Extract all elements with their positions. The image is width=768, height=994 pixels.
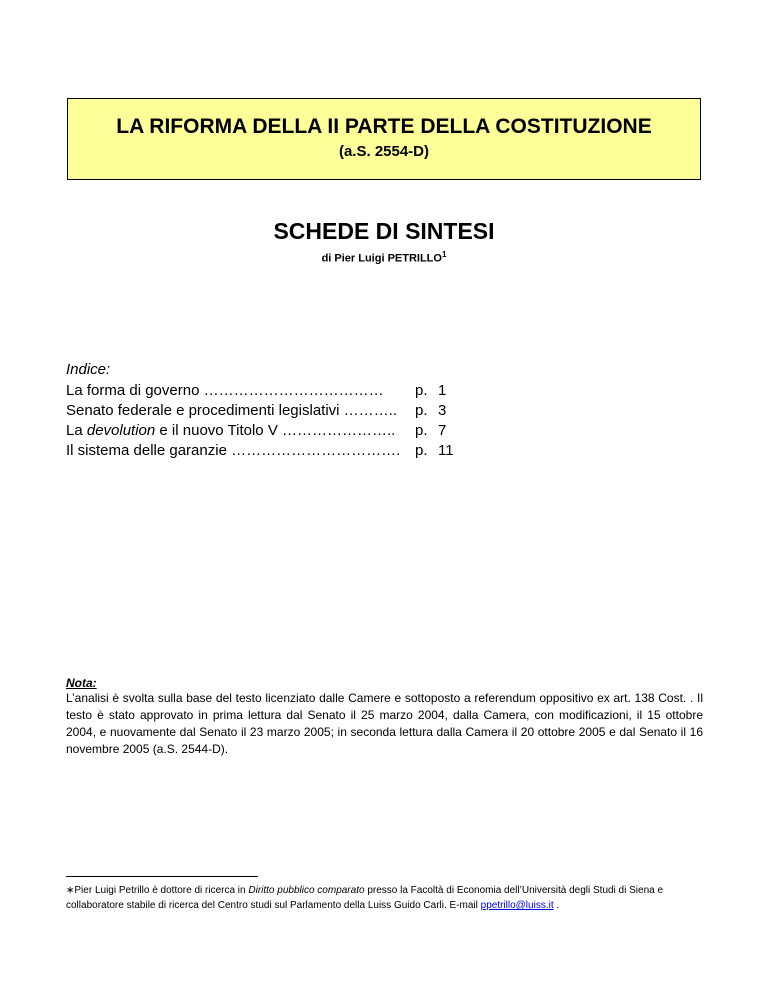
- author-byline: [0, 250, 768, 265]
- toc-page-number: 11: [438, 442, 454, 459]
- footnote: ∗Pier Luigi Petrillo è dottore di ricerca in Diritto pubblico comparato presso la Facoltà di Economia dell’Università degli Studi di Siena e collaboratore stabile di ricerca del Centro studi sul Parlamento della Luiss Guido Carli. E-mail ppetrillo@luiss.it .: [66, 885, 664, 911]
- index-label: Indice:: [66, 361, 111, 378]
- title-box: [67, 98, 701, 180]
- toc-entry[interactable]: [66, 421, 486, 441]
- footnote-divider: [66, 876, 258, 877]
- document-title: LA RIFORMA DELLA II PARTE DELLA COSTITUZIONE: [116, 115, 652, 138]
- toc-entry[interactable]: [66, 381, 486, 401]
- note-label: Nota:: [66, 676, 97, 690]
- document-subtitle: (a.S. 2554-D): [338, 143, 430, 160]
- note-text: L’analisi è svolta sulla base del testo licenziato dalle Camere e sottoposto a referendum oppositivo ex art. 138 Cost. . Il testo è stato approvato in prima lettura dal Senato il 25 marzo 2004, dalla Camera, con modificazioni, il 15 ottobre 2004, e nuovamente dal Senato il 23 marzo 2005; in seconda lettura dalla Camera il 20 ottobre 2005 e dal Senato il 16 novembre 2005 (a.S. 2544-D).: [66, 691, 703, 756]
- table-of-contents: [66, 381, 486, 461]
- toc-page-number: 7: [438, 422, 447, 439]
- author-name: di Pier Luigi PETRILLO: [321, 252, 442, 265]
- toc-page-prefix: p.: [415, 442, 428, 459]
- toc-entry-text: Il sistema delle garanzie …………………………….: [66, 442, 401, 459]
- toc-page-prefix: p.: [415, 422, 428, 439]
- toc-entry-text: Senato federale e procedimenti legislativi ………..: [66, 402, 397, 419]
- toc-page-prefix: p.: [415, 402, 428, 419]
- toc-entry[interactable]: [66, 441, 486, 461]
- toc-entry[interactable]: [66, 401, 486, 421]
- toc-page-number: 3: [438, 402, 447, 419]
- email-link[interactable]: ppetrillo@luiss.it: [480, 900, 554, 911]
- toc-entry-text: La devolution e il nuovo Titolo V …………………..: [66, 422, 396, 439]
- toc-entry-text: La forma di governo ………………………………: [66, 382, 384, 399]
- toc-page-prefix: p.: [415, 382, 428, 399]
- footnote-reference[interactable]: 1: [441, 250, 447, 259]
- toc-page-number: 1: [438, 382, 447, 399]
- section-heading: SCHEDE DI SINTESI: [273, 218, 495, 244]
- footnote-mark: ∗: [66, 885, 75, 896]
